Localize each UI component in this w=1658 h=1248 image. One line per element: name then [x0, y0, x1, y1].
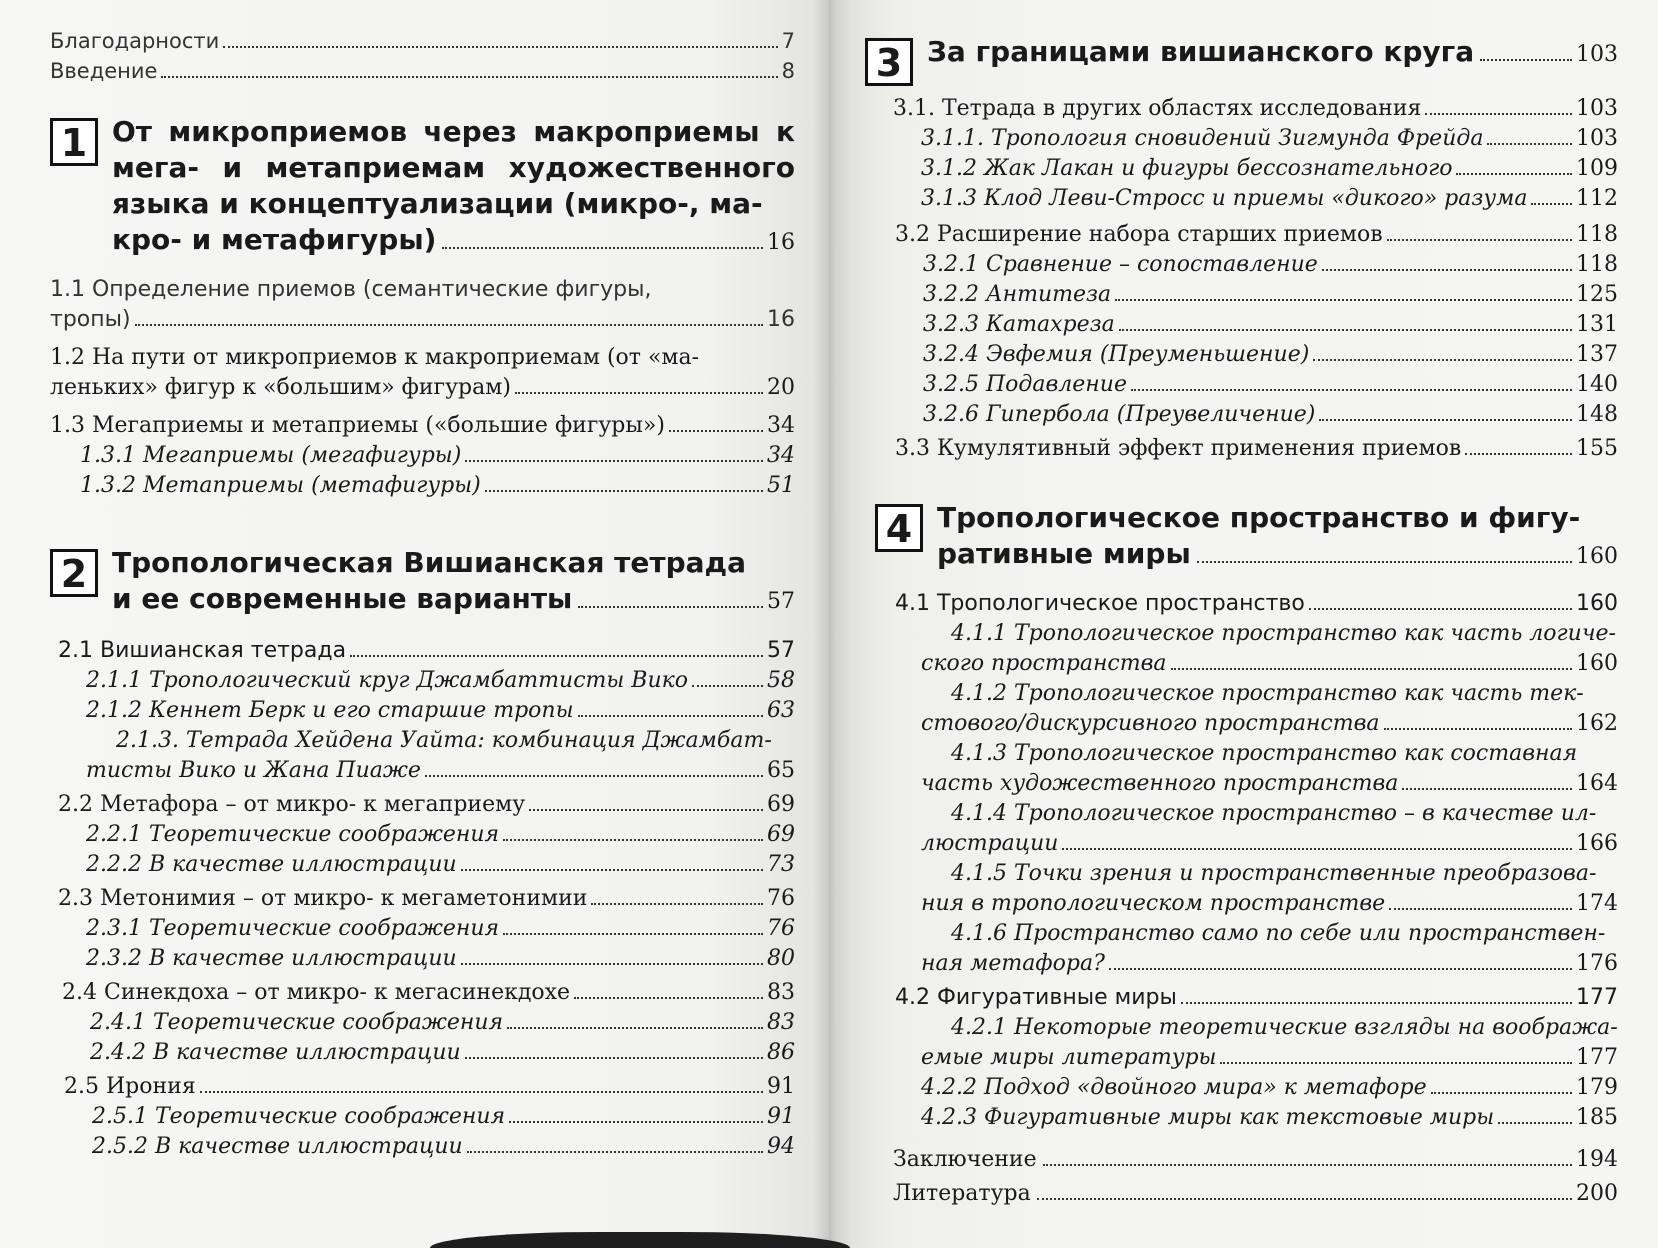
chapter-title: Тропологическое пространство и фигу- ративные миры 160	[937, 501, 1618, 570]
toc-section: 1.1 Определение приемов (семантические фигуры, тропы) 16	[50, 277, 795, 332]
toc-entry: 2.3.2 В качестве иллюстрации 80	[86, 946, 795, 971]
toc-entry: 3.2.6 Гипербола (Преувеличение) 148	[923, 402, 1618, 427]
chapter-title: За границами вишианского круга 103	[927, 35, 1618, 68]
toc-entry: 2.2.2 В качестве иллюстрации 73	[86, 852, 795, 877]
right-page	[829, 0, 1658, 1248]
chapter-title: От микроприемов через макроприемы к мега- и метаприемам художественного языка и концептуализации (микро-, ма- кро- и метафигуры) 16	[112, 115, 795, 256]
toc-section: 4.1.1 Тропологическое пространство как часть логиче- ского пространства 160 4.1.2 Тропологическое пространство как часть тек- стового/дискурсивного пространства 162 4.1.3 Тропологическое пространство как составная часть художественного пространства 164 4.1.4 Тропологическое пространство – в качестве ил- люстрации 166 4.1.5 Точки зрения и пространственные преобразова- ния в тропологическом пространстве 174 4.1.6 Пространство само по себе или пространствен- ная метафора? 176	[921, 621, 1618, 976]
chapter-title: Тропологическая Вишианская тетрада и ее современные варианты 57	[112, 546, 795, 615]
toc-entry: 1.3 Мегаприемы и метаприемы («большие фигуры») 34	[50, 413, 795, 438]
toc-entry: 1.3.2 Метаприемы (метафигуры) 51	[80, 473, 795, 498]
toc-entry: 2.2.1 Теоретические соображения 69	[86, 822, 795, 847]
toc-section: 1.2 На пути от микроприемов к макроприемам (от «ма- леньких» фигур к «большим» фигурам) 20	[50, 345, 795, 400]
toc-entry: 2.3.1 Теоретические соображения 76	[86, 916, 795, 941]
toc-entry: 3.1. Тетрада в других областях исследования 103	[893, 96, 1618, 121]
toc-entry: 3.1.3 Клод Леви-Стросс и приемы «дикого» разума 112	[921, 186, 1618, 211]
toc-entry: 4.2 Фигуративные миры 177	[895, 985, 1618, 1010]
toc-entry: Введение 8	[50, 59, 795, 83]
toc-entry: 2.5 Ирония 91	[64, 1074, 795, 1099]
toc-entry: 2.1 Вишианская тетрада 57	[58, 638, 795, 663]
toc-entry: 3.1.2 Жак Лакан и фигуры бессознательного 109	[921, 156, 1618, 181]
chapter-3-heading	[865, 34, 1618, 86]
chapter-number: 4	[875, 504, 923, 552]
chapter-1-heading	[50, 114, 795, 261]
toc-entry: 3.3 Кумулятивный эффект применения приемов 155	[895, 436, 1618, 461]
toc-entry: Литература 200	[893, 1181, 1618, 1206]
chapter-2-heading	[50, 545, 795, 620]
toc-entry: Благодарности 7	[50, 29, 795, 53]
chapter-number: 2	[50, 549, 98, 597]
toc-entry: 2.1.1 Тропологический круг Джамбаттисты Вико 58	[86, 668, 795, 693]
toc-entry: 3.2.2 Антитеза 125	[923, 282, 1618, 307]
toc-entry: 2.5.1 Теоретические соображения 91	[92, 1104, 795, 1129]
toc-entry: 1.3.1 Мегаприемы (мегафигуры) 34	[80, 443, 795, 468]
chapter-number: 1	[50, 118, 98, 166]
toc-entry: 3.2.1 Сравнение – сопоставление 118	[923, 252, 1618, 277]
toc-entry: 3.2.3 Катахреза 131	[923, 312, 1618, 337]
book-gutter	[812, 0, 852, 1248]
toc-entry: 2.2 Метафора – от микро- к мегаприему 69	[58, 792, 795, 817]
toc-entry: 2.3 Метонимия – от микро- к мегаметонимии 76	[58, 886, 795, 911]
toc-entry: 2.1.2 Кеннет Берк и его старшие тропы 63	[86, 698, 795, 723]
toc-entry: 4.1 Тропологическое пространство 160	[895, 591, 1618, 616]
toc-entry: 3.2.5 Подавление 140	[923, 372, 1618, 397]
toc-entry: 2.4 Синекдоха – от микро- к мегасинекдохе 83	[62, 980, 795, 1005]
toc-section: 4.2.1 Некоторые теоретические взгляды на вообража- емые миры литературы 177	[921, 1015, 1618, 1070]
toc-section: 2.1.3. Тетрада Хейдена Уайта: комбинация Джамбат- тисты Вико и Жана Пиаже 65	[86, 728, 795, 783]
chapter-4-heading	[875, 500, 1618, 575]
toc-entry: 4.2.3 Фигуративные миры как текстовые миры 185	[921, 1105, 1618, 1130]
toc-entry: Заключение 194	[893, 1147, 1618, 1172]
toc-entry: 2.4.1 Теоретические соображения 83	[90, 1010, 795, 1035]
toc-entry: 2.5.2 В качестве иллюстрации 94	[92, 1134, 795, 1159]
chapter-number: 3	[865, 38, 913, 86]
toc-entry: 3.2.4 Эвфемия (Преуменьшение) 137	[923, 342, 1618, 367]
toc-entry: 3.2 Расширение набора старших приемов 118	[895, 222, 1618, 247]
toc-entry: 2.4.2 В качестве иллюстрации 86	[90, 1040, 795, 1065]
toc-entry: 3.1.1. Тропология сновидений Зигмунда Фрейда 103	[921, 126, 1618, 151]
toc-entry: 4.2.2 Подход «двойного мира» к метафоре 179	[921, 1075, 1618, 1100]
